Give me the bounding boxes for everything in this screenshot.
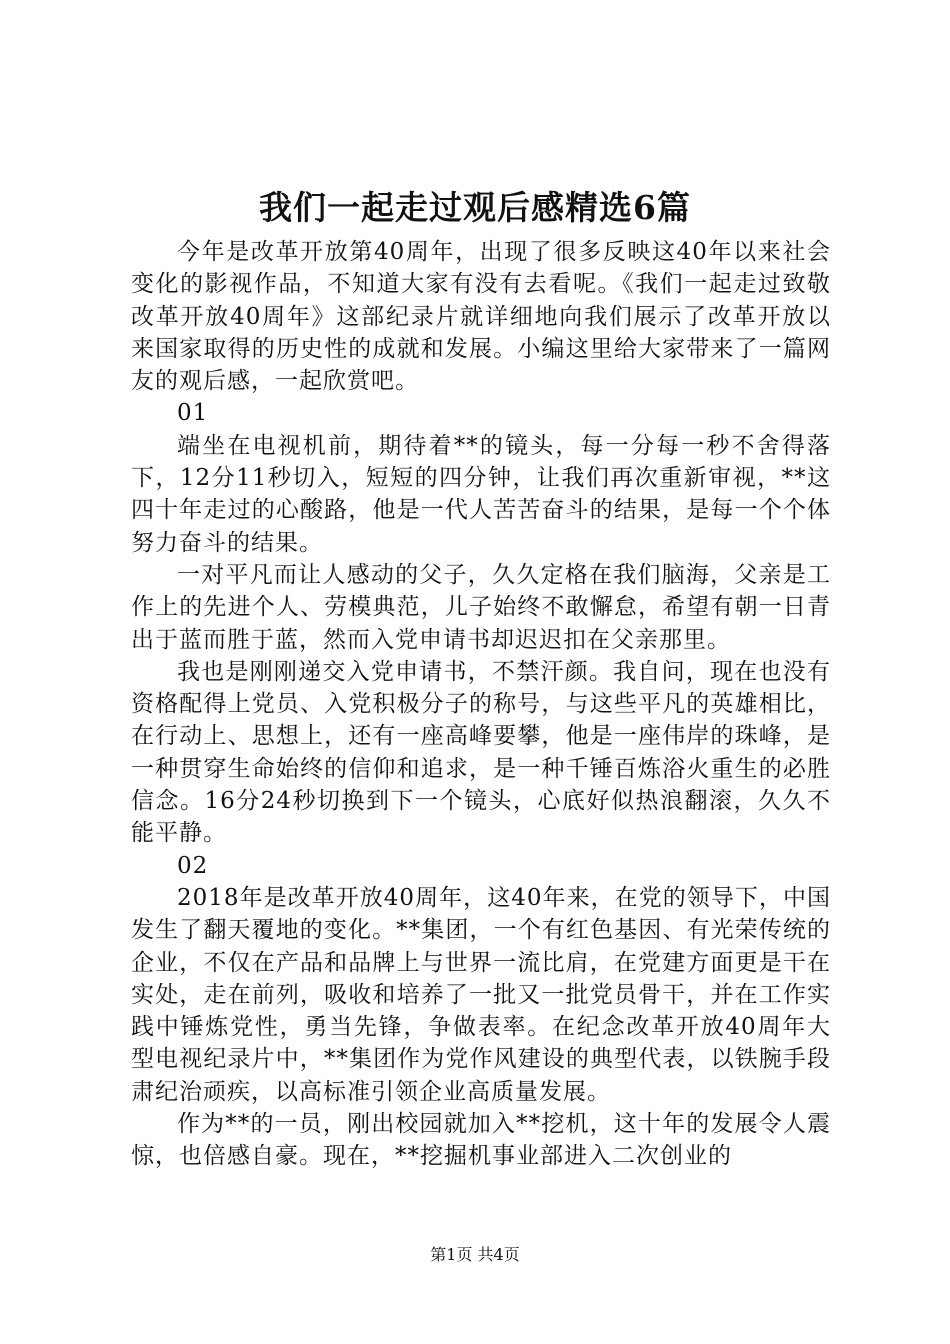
section-marker-01: 01	[177, 400, 209, 427]
body-paragraph: 作为**的一员，刚出校园就加入**挖机，这十年的发展令人震惊，也倍感自豪。现在，**挖掘机事业部进入二次创业的	[131, 1111, 831, 1170]
body-paragraph: 一对平凡而让人感动的父子，久久定格在我们脑海，父亲是工作上的先进个人、劳模典范，儿子始终不敢懈怠，希望有朝一日青出于蓝而胜于蓝，然而入党申请书却迟迟扣在父亲那里。	[131, 561, 831, 653]
document-title: 我们一起走过观后感精选6篇	[259, 188, 691, 227]
document-body	[131, 236, 831, 1173]
intro-paragraph: 今年是改革开放第40周年，出现了很多反映这40年以来社会变化的影视作品，不知道大家有没有去看呢。《我们一起走过致敬改革开放40周年》这部纪录片就详细地向我们展示了改革开放以来国家取得的历史性的成就和发展。小编这里给大家带来了一篇网友的观后感，一起欣赏吧。	[131, 239, 831, 395]
section-marker-02: 02	[177, 852, 209, 879]
body-paragraph: 2018年是改革开放40周年，这40年来，在党的领导下，中国发生了翻天覆地的变化。**集团，一个有红色基因、有光荣传统的企业，不仅在产品和品牌上与世界一流比肩，在党建方面更是干在实处，走在前列，吸收和培养了一批又一批党员骨干，并在工作实践中锤炼党性，勇当先锋，争做表率。在纪念改革开放40周年大型电视纪录片中，**集团作为党作风建设的典型代表，以铁腕手段肃纪治顽疾，以高标准引领企业高质量发展。	[131, 884, 831, 1105]
page-footer: 第1页 共4页	[430, 1245, 520, 1264]
body-paragraph: 我也是刚刚递交入党申请书，不禁汗颜。我自问，现在也没有资格配得上党员、入党积极分子的称号，与这些平凡的英雄相比，在行动上、思想上，还有一座高峰要攀，他是一座伟岸的珠峰，是一种贯穿生命始终的信仰和追求，是一种千锤百炼浴火重生的必胜信念。16分24秒切换到下一个镜头，心底好似热浪翻滚，久久不能平静。	[131, 658, 831, 847]
body-paragraph: 端坐在电视机前，期待着**的镜头，每一分每一秒不舍得落下，12分11秒切入，短短的四分钟，让我们再次重新审视，**这四十年走过的心酸路，他是一代人苦苦奋斗的结果，是每一个个体努力奋斗的结果。	[131, 432, 831, 556]
